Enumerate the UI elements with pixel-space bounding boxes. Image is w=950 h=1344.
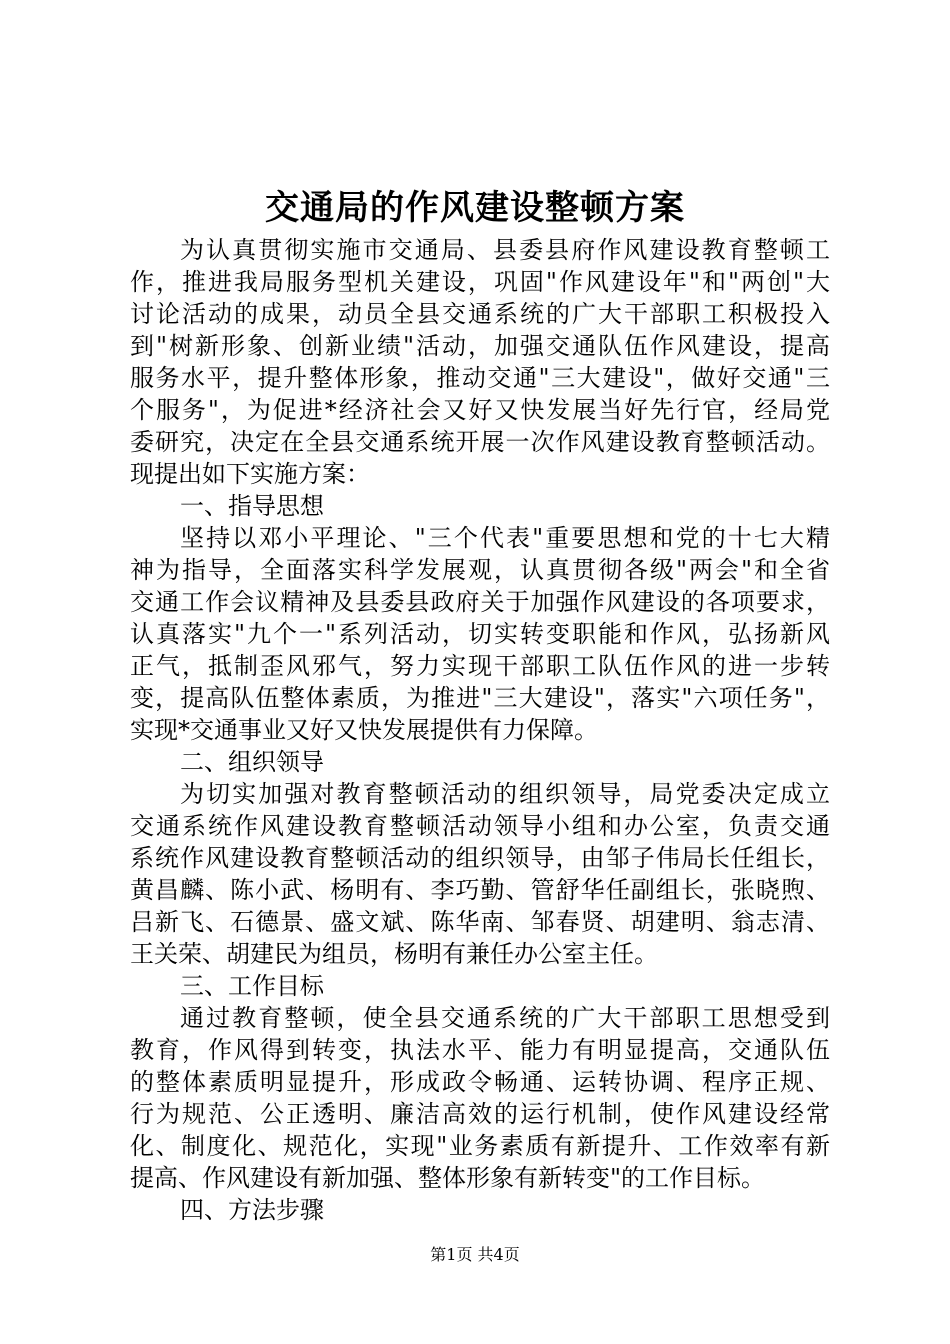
document-body: [130, 234, 830, 1226]
document-title: 交通局的作风建设整顿方案: [265, 188, 685, 228]
section-heading: 二、组织领导: [180, 748, 324, 776]
paragraph-line: 的整体素质明显提升，形成政令畅通、运转协调、程序正规、: [130, 1068, 830, 1096]
paragraph-line: 坚持以邓小平理论、"三个代表"重要思想和党的十七大精: [180, 524, 830, 552]
paragraph-line: 认真落实"九个一"系列活动，切实转变职能和作风，弘扬新风: [130, 620, 830, 648]
section-heading: 三、工作目标: [180, 972, 324, 1000]
paragraph-line: 委研究，决定在全县交通系统开展一次作风建设教育整顿活动。: [130, 428, 830, 456]
paragraph-line: 黄昌麟、陈小武、杨明有、李巧勤、管舒华任副组长，张晓煦、: [130, 876, 830, 904]
paragraph-line: 通过教育整顿，使全县交通系统的广大干部职工思想受到: [180, 1004, 830, 1032]
paragraph-line: 为认真贯彻实施市交通局、县委县府作风建设教育整顿工: [180, 236, 830, 264]
section-heading: 一、指导思想: [180, 492, 324, 520]
paragraph-line: 系统作风建设教育整顿活动的组织领导，由邹子伟局长任组长，: [130, 844, 830, 872]
paragraph-line: 到"树新形象、创新业绩"活动，加强交通队伍作风建设，提高: [130, 332, 830, 360]
paragraph-line: 为切实加强对教育整顿活动的组织领导，局党委决定成立: [180, 780, 830, 808]
paragraph-line: 个服务"，为促进*经济社会又好又快发展当好先行官，经局党: [130, 396, 830, 424]
paragraph-line: 讨论活动的成果，动员全县交通系统的广大干部职工积极投入: [130, 300, 830, 328]
section-heading: 四、方法步骤: [180, 1196, 324, 1224]
paragraph-line: 正气，抵制歪风邪气，努力实现干部职工队伍作风的进一步转: [130, 652, 830, 680]
paragraph-line: 交通工作会议精神及县委县政府关于加强作风建设的各项要求，: [130, 588, 830, 616]
paragraph-line: 王关荣、胡建民为组员，杨明有兼任办公室主任。: [130, 940, 658, 968]
paragraph-line: 服务水平，提升整体形象，推动交通"三大建设"，做好交通"三: [130, 364, 830, 392]
paragraph-line: 神为指导，全面落实科学发展观，认真贯彻各级"两会"和全省: [130, 556, 830, 584]
paragraph-line: 现提出如下实施方案：: [130, 460, 370, 488]
page-footer: 第1页 共4页: [430, 1245, 520, 1264]
paragraph-line: 化、制度化、规范化，实现"业务素质有新提升、工作效率有新: [130, 1132, 830, 1160]
paragraph-line: 提高、作风建设有新加强、整体形象有新转变"的工作目标。: [130, 1164, 766, 1192]
paragraph-line: 吕新飞、石德景、盛文斌、陈华南、邹春贤、胡建明、翁志清、: [130, 908, 830, 936]
paragraph-line: 行为规范、公正透明、廉洁高效的运行机制，使作风建设经常: [130, 1100, 830, 1128]
paragraph-line: 教育，作风得到转变，执法水平、能力有明显提高，交通队伍: [130, 1036, 830, 1064]
paragraph-line: 变，提高队伍整体素质，为推进"三大建设"，落实"六项任务"，: [130, 684, 830, 712]
paragraph-line: 实现*交通事业又好又快发展提供有力保障。: [130, 716, 598, 744]
paragraph-line: 交通系统作风建设教育整顿活动领导小组和办公室，负责交通: [130, 812, 830, 840]
paragraph-line: 作，推进我局服务型机关建设，巩固"作风建设年"和"两创"大: [130, 268, 830, 296]
